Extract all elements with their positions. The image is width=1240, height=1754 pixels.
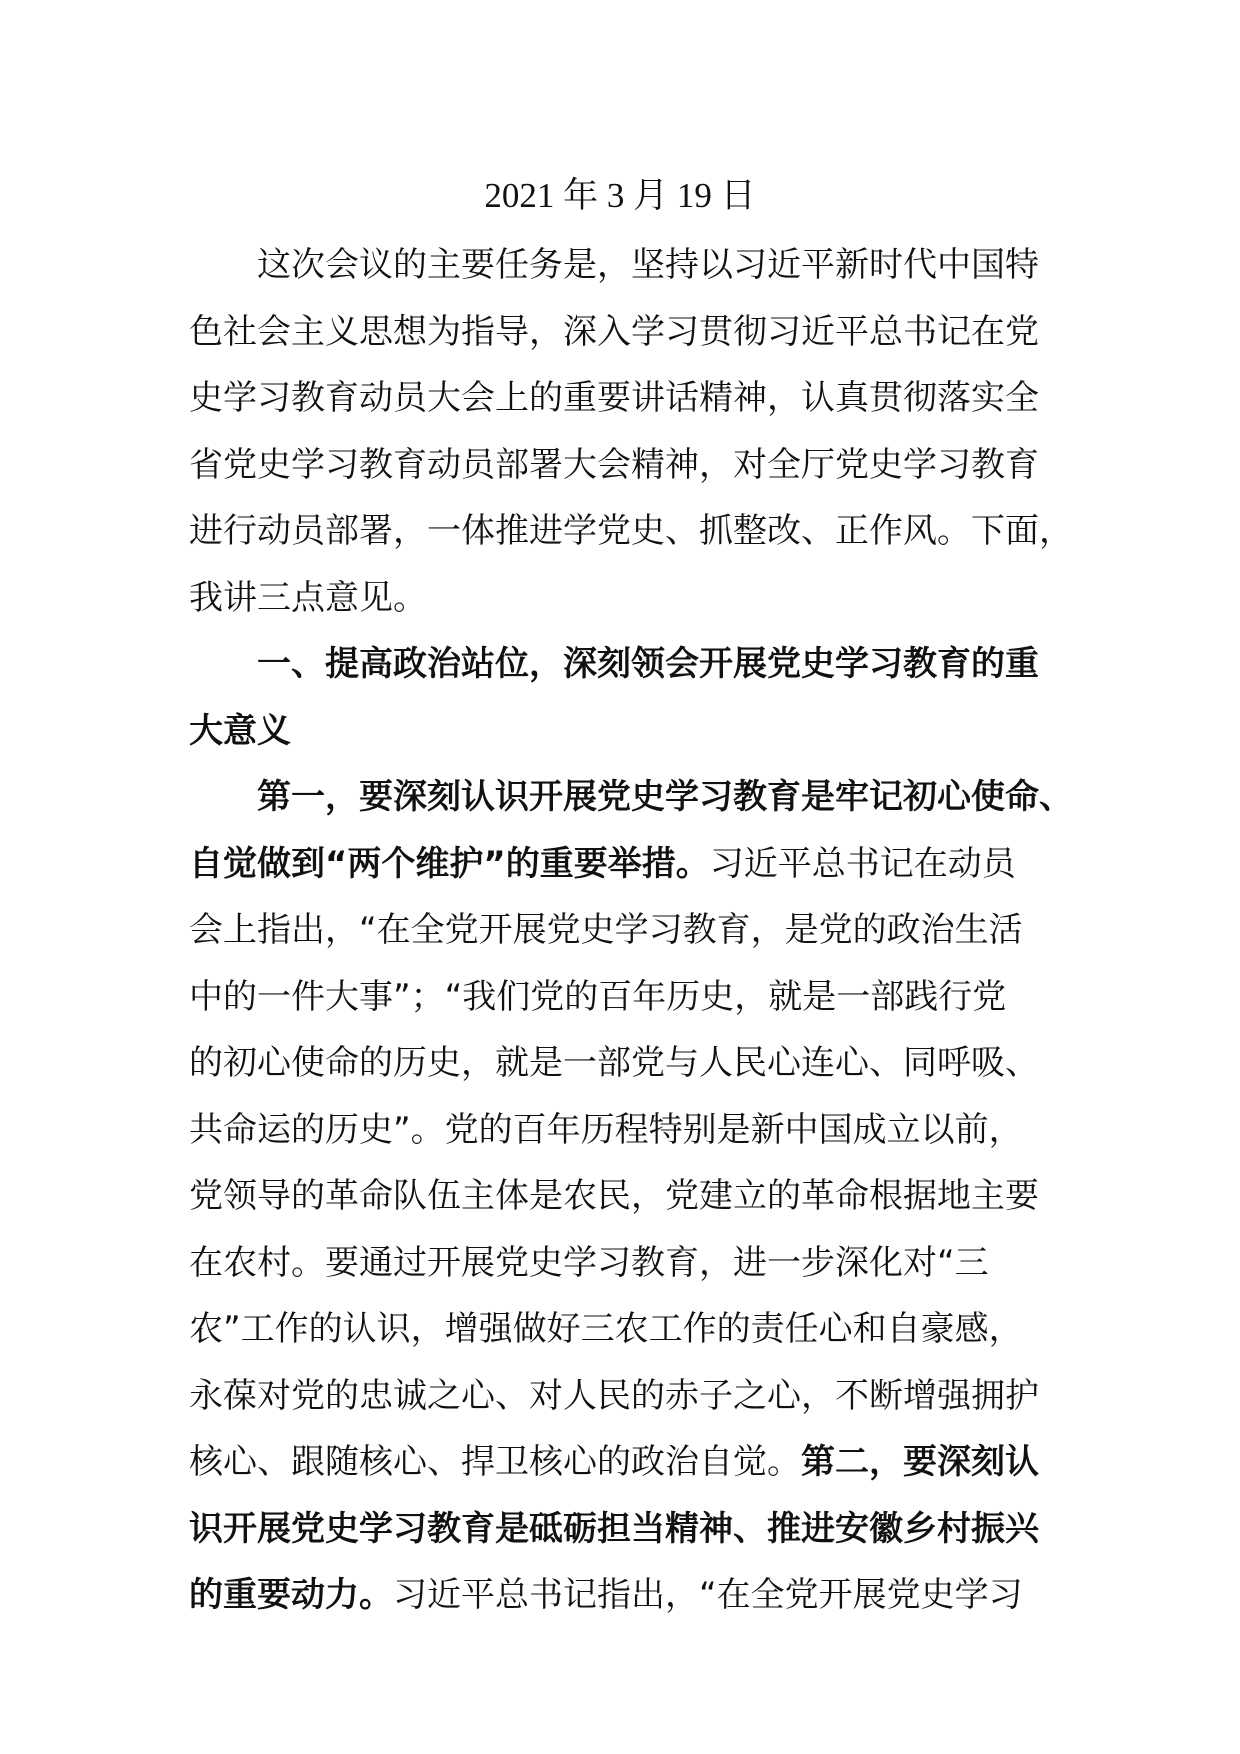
text-line (189, 1429, 1059, 1496)
bold-text-segment: 识开展党史学习教育是砥砺担当精神、推进安徽乡村振兴 (189, 1508, 1039, 1549)
text-line (189, 698, 1059, 765)
text-line (189, 1163, 1059, 1230)
text-segment: 共命运的历史”。党的百年历程特别是新中国成立以前， (189, 1109, 1023, 1150)
text-line (189, 897, 1059, 964)
bold-text-segment: 大意义 (189, 710, 291, 751)
document-date: 2021 年 3 月 19 日 (484, 176, 756, 215)
text-segment: 习近平总书记指出，“在全党开展党史学习 (393, 1575, 1023, 1615)
text-segment: 色社会主义思想为指导，深入学习贯彻习近平总书记在党 (189, 311, 1039, 352)
text-segment: 的初心使命的历史，就是一部党与人民心连心、同呼吸、 (189, 1043, 1039, 1083)
text-segment: 进行动员部署，一体推进学党史、抓整改、正作风。下面， (189, 511, 1073, 551)
bold-text-segment: 的重要动力。 (189, 1575, 393, 1615)
text-segment: 中的一件大事”；“我们党的百年历史，就是一部践行党 (189, 976, 1007, 1017)
text-segment: 史学习教育动员大会上的重要讲话精神，认真贯彻落实全 (189, 378, 1039, 418)
document-body (189, 232, 1073, 1629)
text-line (189, 1230, 1059, 1297)
text-line (189, 299, 1059, 366)
text-line (189, 1097, 1059, 1164)
text-line (189, 964, 1059, 1031)
text-line (189, 1296, 1059, 1363)
text-line (189, 498, 1073, 565)
text-line (189, 1562, 1059, 1629)
text-line (189, 565, 1059, 632)
text-line (189, 365, 1059, 432)
text-line (189, 1363, 1059, 1430)
bold-text-segment: 自觉做到“两个维护”的重要举措。 (189, 843, 710, 884)
text-segment: 永葆对党的忠诚之心、对人民的赤子之心，不断增强拥护 (189, 1375, 1039, 1416)
text-segment: 核心、跟随核心、捍卫核心的政治自觉。 (189, 1442, 801, 1482)
text-segment: 习近平总书记在动员 (709, 843, 1016, 884)
text-segment: 这次会议的主要任务是，坚持以习近平新时代中国特 (257, 245, 1039, 285)
text-line (189, 831, 1059, 898)
text-segment: 在农村。要通过开展党史学习教育，进一步深化对“三 (189, 1242, 989, 1283)
text-segment: 会上指出，“在全党开展党史学习教育，是党的政治生活 (189, 910, 1023, 950)
bold-text-segment: 一、提高政治站位，深刻领会开展党史学习教育的重 (257, 644, 1039, 684)
text-line (189, 764, 1073, 831)
text-segment: 省党史学习教育动员部署大会精神，对全厅党史学习教育 (189, 444, 1039, 485)
bold-text-segment: 第二，要深刻认 (801, 1442, 1039, 1482)
bold-text-segment: 第一，要深刻认识开展党史学习教育是牢记初心使命、 (257, 777, 1073, 817)
text-line (189, 432, 1059, 499)
text-line (189, 1496, 1059, 1563)
text-line (189, 1030, 1059, 1097)
text-segment: 我讲三点意见。 (189, 577, 427, 618)
text-segment: 农”工作的认识，增强做好三农工作的责任心和自豪感， (189, 1309, 1023, 1349)
text-line (189, 631, 1059, 698)
text-line (189, 232, 1059, 299)
text-segment: 党领导的革命队伍主体是农民，党建立的革命根据地主要 (189, 1176, 1039, 1216)
